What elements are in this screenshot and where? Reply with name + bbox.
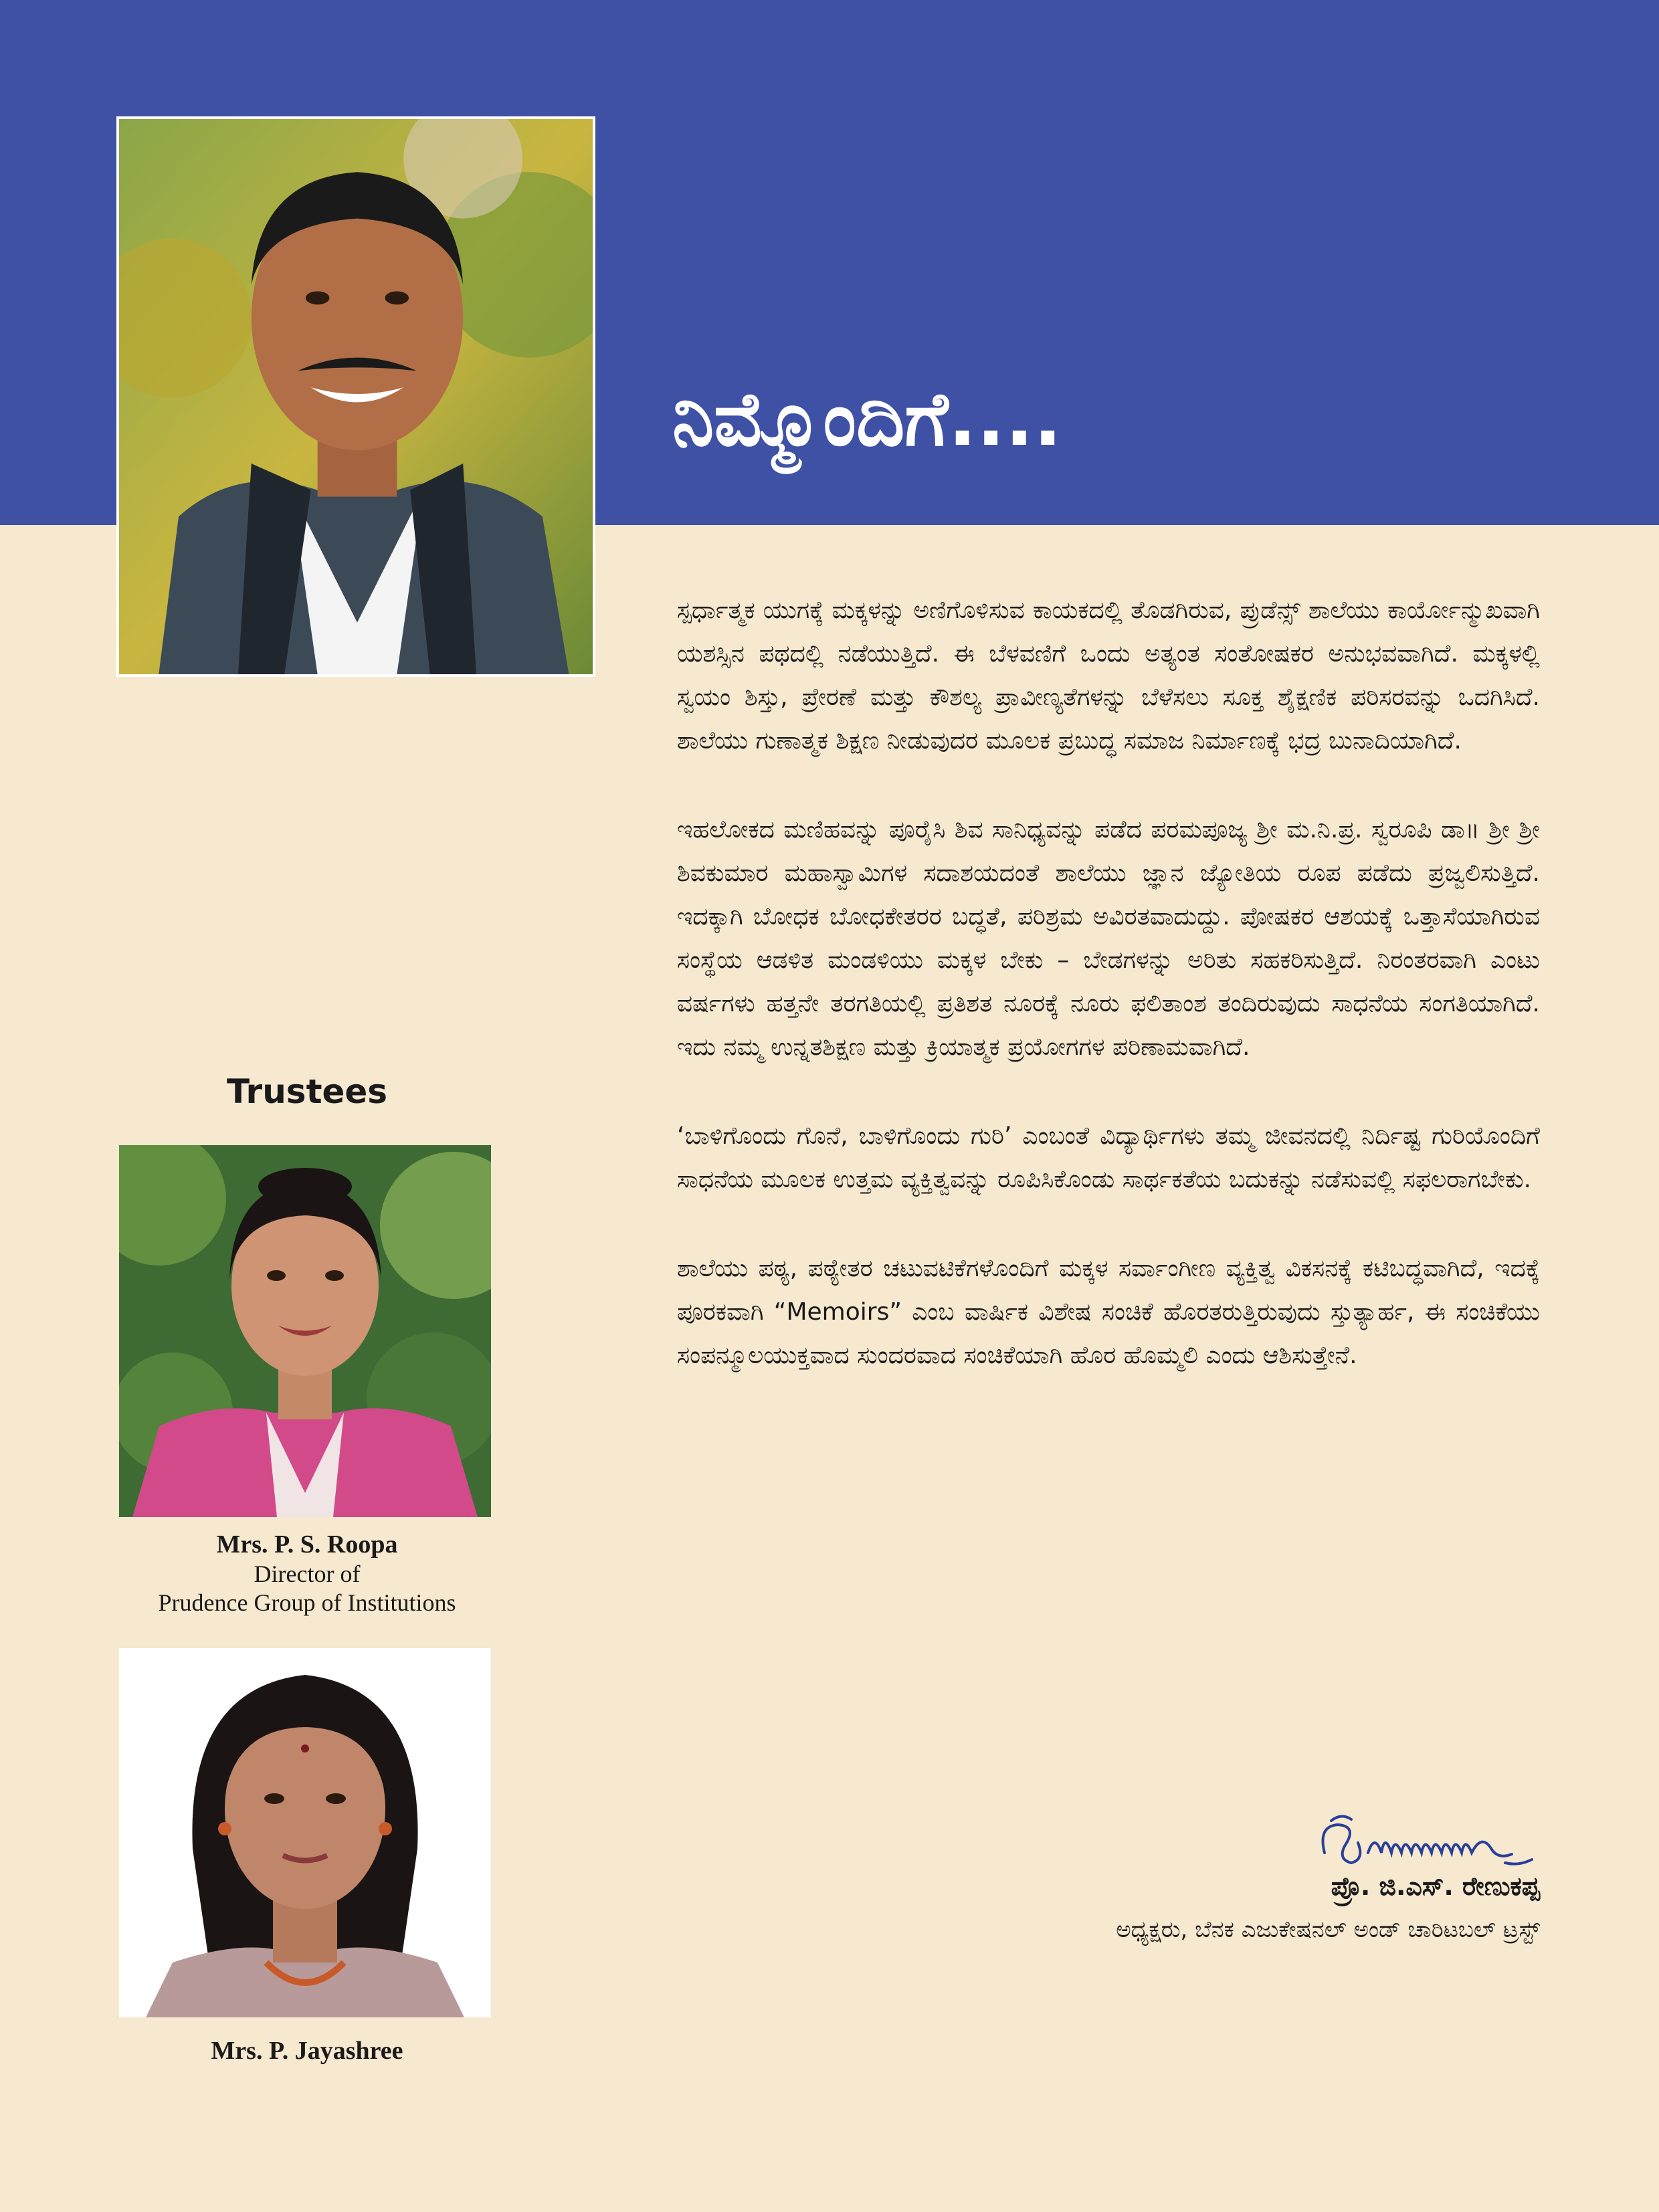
- message-body: [677, 589, 1540, 1752]
- chairman-photo: [116, 116, 595, 677]
- signature-image: [1311, 1806, 1545, 1880]
- trustee-photo-roopa: [119, 1145, 491, 1517]
- trustee-caption-roopa: [116, 1529, 498, 1617]
- signatory-name: ಪ್ರೊ. ಜಿ.ಎಸ್. ರೇಣುಕಪ್ಪ: [1331, 1872, 1540, 1901]
- trustees-label: Trustees: [226, 1072, 388, 1111]
- trustee-role: Director of: [254, 1561, 361, 1587]
- trustee-name-jayashree: Mrs. P. Jayashree: [211, 2037, 403, 2065]
- trustee-name: Mrs. P. S. Roopa: [216, 1530, 398, 1559]
- signatory-title: ಅಧ್ಯಕ್ಷರು, ಬೆನಕ ಎಜುಕೇಷನಲ್ ಅಂಡ್ ಚಾರಿಟಬಲ್ ಟ್ರಸ್ಟ್: [1116, 1916, 1540, 1943]
- paragraph-4: ಶಾಲೆಯು ಪಠ್ಯ, ಪಠ್ಯೇತರ ಚಟುವಟಿಕೆಗಳೊಂದಿಗೆ ಮಕ್ಕಳ ಸರ್ವಾಂಗೀಣ ವ್ಯಕ್ತಿತ್ವ ವಿಕಸನಕ್ಕೆ ಕಟಿಬದ್ಧವಾಗಿದೆ, ಇದಕ್ಕೆ ಪೂರಕವಾಗಿ “Memoirs” ಎಂಬ ವಾರ್ಷಿಕ ವಿಶೇಷ ಸಂಚಿಕೆ ಹೊರತರುತ್ತಿರುವುದು ಸ್ತುತ್ಯಾರ್ಹ, ಈ ಸಂಚಿಕೆಯು ಸಂಪನ್ಮೂಲಯುಕ್ತವಾದ ಸುಂದರವಾದ ಸಂಚಿಕೆಯಾಗಿ ಹೊರ ಹೊಮ್ಮಲಿ ಎಂದು ಆಶಿಸುತ್ತೇನೆ.: [677, 1255, 1540, 1369]
- paragraph-2: ಇಹಲೋಕದ ಮಣಿಹವನ್ನು ಪೂರೈಸಿ ಶಿವ ಸಾನಿಧ್ಯವನ್ನು ಪಡೆದ ಪರಮಪೂಜ್ಯ ಶ್ರೀ ಮ.ನಿ.ಪ್ರ. ಸ್ವರೂಪಿ ಡಾ॥ ಶ್ರೀ ಶ್ರೀ ಶಿವಕುಮಾರ ಮಹಾಸ್ವಾಮಿಗಳ ಸದಾಶಯದಂತೆ ಶಾಲೆಯು ಜ್ಞಾನ ಜ್ಯೋತಿಯ ರೂಪ ಪಡೆದು ಪ್ರಜ್ವಲಿಸುತ್ತಿದೆ. ಇದಕ್ಕಾಗಿ ಬೋಧಕ ಬೋಧಕೇತರರ ಬದ್ಧತೆ, ಪರಿಶ್ರಮ ಅವಿರತವಾದುದ್ದು. ಪೋಷಕರ ಆಶಯಕ್ಕೆ ಒತ್ತಾಸೆಯಾಗಿರುವ ಸಂಸ್ಥೆಯ ಆಡಳಿತ ಮಂಡಳಿಯು ಮಕ್ಕಳ ಬೇಕು – ಬೇಡಗಳನ್ನು ಅರಿತು ಸಹಕರಿಸುತ್ತಿದೆ. ನಿರಂತರವಾಗಿ ಎಂಟು ವರ್ಷಗಳು ಹತ್ತನೇ ತರಗತಿಯಲ್ಲಿ ಪ್ರತಿಶತ ನೂರಕ್ಕೆ ನೂರು ಫಲಿತಾಂಶ ತಂದಿರುವುದು ಸಾಧನೆಯ ಸಂಗತಿಯಾಗಿದೆ. ಇದು ನಮ್ಮ ಉನ್ನತಶಿಕ್ಷಣ ಮತ್ತು ಕ್ರಿಯಾತ್ಮಕ ಪ್ರಯೋಗಗಳ ಪರಿಣಾಮವಾಗಿದೆ.: [677, 816, 1540, 1061]
- trustee-photo-jayashree: [119, 1648, 491, 2017]
- page-heading: ನಿಮ್ಮೊಂದಿಗೆ....: [672, 376, 1062, 463]
- trustee-organization: Prudence Group of Institutions: [158, 1589, 456, 1616]
- paragraph-1: ಸ್ಪರ್ಧಾತ್ಮಕ ಯುಗಕ್ಕೆ ಮಕ್ಕಳನ್ನು ಅಣಿಗೊಳಿಸುವ ಕಾಯಕದಲ್ಲಿ ತೊಡಗಿರುವ, ಪ್ರುಡೆನ್ಸ್ ಶಾಲೆಯು ಕಾರ್ಯೋನ್ಮುಖವಾಗಿ ಯಶಸ್ಸಿನ ಪಥದಲ್ಲಿ ನಡೆಯುತ್ತಿದೆ. ಈ ಬೆಳವಣಿಗೆ ಒಂದು ಅತ್ಯಂತ ಸಂತೋಷಕರ ಅನುಭವವಾಗಿದೆ. ಮಕ್ಕಳಲ್ಲಿ ಸ್ವಯಂ ಶಿಸ್ತು, ಪ್ರೇರಣೆ ಮತ್ತು ಕೌಶಲ್ಯ ಪ್ರಾವೀಣ್ಯತೆಗಳನ್ನು ಬೆಳೆಸಲು ಸೂಕ್ತ ಶೈಕ್ಷಣಿಕ ಪರಿಸರವನ್ನು ಒದಗಿಸಿದೆ. ಶಾಲೆಯು ಗುಣಾತ್ಮಕ ಶಿಕ್ಷಣ ನೀಡುವುದರ ಮೂಲಕ ಪ್ರಬುದ್ಧ ಸಮಾಜ ನಿರ್ಮಾಣಕ್ಕೆ ಭದ್ರ ಬುನಾದಿಯಾಗಿದೆ.: [677, 597, 1540, 755]
- paragraph-3: ‘ಬಾಳಿಗೊಂದು ಗೊನೆ, ಬಾಳಿಗೊಂದು ಗುರಿ’ ಎಂಬಂತೆ ವಿದ್ಯಾರ್ಥಿಗಳು ತಮ್ಮ ಜೀವನದಲ್ಲಿ ನಿರ್ದಿಷ್ಟ ಗುರಿಯೊಂದಿಗೆ ಸಾಧನೆಯ ಮೂಲಕ ಉತ್ತಮ ವ್ಯಕ್ತಿತ್ವವನ್ನು ರೂಪಿಸಿಕೊಂಡು ಸಾರ್ಥಕತೆಯ ಬದುಕನ್ನು ನಡೆಸುವಲ್ಲಿ ಸಫಲರಾಗಬೇಕು.: [677, 1122, 1540, 1193]
